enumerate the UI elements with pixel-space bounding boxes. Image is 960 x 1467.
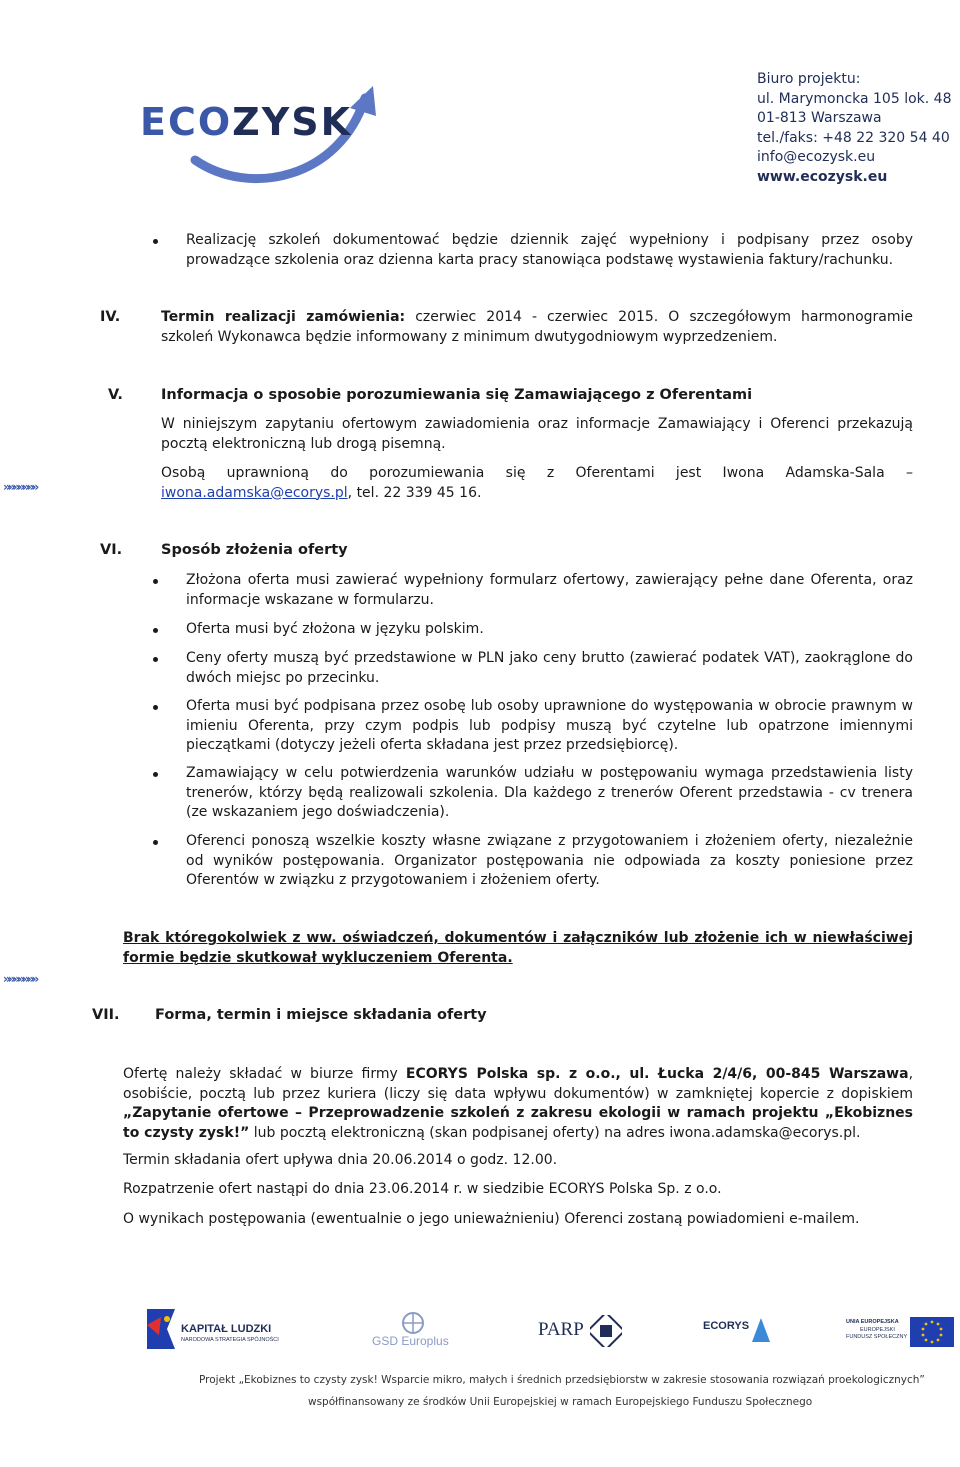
section-7-p1-e: lub pocztą elektroniczną (skan podpisanej oferty) na adres iwona.adamska@ecorys.pl. bbox=[249, 1124, 861, 1141]
section-5-p1: W niniejszym zapytaniu ofertowym zawiadomienia oraz informacje Zamawiający i Oferenci przekazują pocztą elektroniczną lub drogą pisemną. bbox=[161, 416, 913, 452]
bullet-icon bbox=[153, 657, 158, 662]
section-7-p1-a: Ofertę należy składać w biurze firmy bbox=[123, 1066, 406, 1082]
section-5-p2-start: Osobą uprawnioną do porozumiewania się z Oferentami jest Iwona Adamska-Sala – bbox=[161, 465, 913, 481]
bullet-icon bbox=[153, 628, 158, 633]
footer-funding-line: współfinansowany ze środków Unii Europejskiej w ramach Europejskiego Funduszu Społecznego bbox=[308, 1396, 813, 1408]
kapital-ludzki-logo bbox=[143, 1305, 293, 1355]
eu-line-3: FUNDUSZ SPOŁECZNY bbox=[846, 1334, 908, 1340]
kapital-ludzki-sub: NARODOWA STRATEGIA SPÓJNOŚCI bbox=[181, 1337, 279, 1343]
bullet-icon bbox=[153, 772, 158, 777]
contact-email-link[interactable]: iwona.adamska@ecorys.pl bbox=[161, 484, 348, 501]
arrows-marker-2: »»»»»»» bbox=[3, 972, 37, 986]
bullet-icon bbox=[153, 579, 158, 584]
footer-project-line: Projekt „Ekobiznes to czysty zysk! Wsparcie mikro, małych i średnich przedsiębiorstw w zakresie stosowania rozwiązań proekologicznych” bbox=[199, 1374, 925, 1386]
arrows-marker-1: »»»»»»» bbox=[3, 480, 37, 494]
envelope-annotation: „Zapytanie ofertowe – Przeprowadzenie szkoleń z zakresu ekologii w ramach projektu „Ekobiznes to czysty zysk!” bbox=[123, 1105, 913, 1141]
section-5-p2 bbox=[161, 464, 913, 503]
section-4-text bbox=[161, 308, 913, 347]
logo-text-eco: ECO bbox=[140, 100, 233, 144]
section-7-title: Forma, termin i miejsce składania oferty bbox=[155, 1007, 487, 1023]
section-7-p4: O wynikach postępowania (ewentualnie o jego unieważnieniu) Oferenci zostaną powiadomieni e-mailem. bbox=[123, 1211, 860, 1227]
section-6-title: Sposób złożenia oferty bbox=[161, 542, 348, 558]
parp-logo bbox=[538, 1315, 628, 1349]
eu-line-2: EUROPEJSKI bbox=[860, 1327, 895, 1333]
office-title: Biuro projektu: bbox=[757, 71, 861, 87]
section-6-bullet-6: Oferenci ponoszą wszelkie koszty własne związane z przygotowaniem i złożeniem oferty, niezależnie od wyników postępowania. Organizator postępowania nie odpowiada za koszty poniesione przez Oferentów w związku z przygotowaniem i złożeniem oferty. bbox=[186, 833, 913, 888]
section-7-number: VII. bbox=[92, 1007, 120, 1023]
section-4-number: IV. bbox=[100, 309, 121, 325]
ecorys-address: ECORYS Polska sp. z o.o., ul. Łucka 2/4/6, 00-845 Warszawa bbox=[405, 1066, 909, 1082]
eu-flag-icon bbox=[910, 1317, 954, 1347]
bullet-icon bbox=[153, 705, 158, 710]
section-4-body: czerwiec 2014 - czerwiec 2015. O szczegółowym harmonogramie szkoleń Wykonawca będzie informowany z minimum dwutygodniowym wyprzedzeniem. bbox=[161, 309, 914, 345]
section-7-p1 bbox=[123, 1065, 913, 1143]
ecorys-text: ECORYS bbox=[703, 1320, 750, 1332]
section-6-bullet-3: Ceny oferty muszą być przedstawione w PLN jako ceny brutto (zawierać podatek VAT), zaokrąglone do dwóch miejsc po przecinku. bbox=[186, 650, 913, 686]
kapital-ludzki-title: KAPITAŁ LUDZKI bbox=[181, 1323, 272, 1335]
section-7-p2: Termin składania ofert upływa dnia 20.06.2014 o godz. 12.00. bbox=[123, 1152, 558, 1168]
ecorys-logo bbox=[703, 1316, 773, 1350]
section-6-number: VI. bbox=[100, 542, 123, 558]
section-6-bullet-5: Zamawiający w celu potwierdzenia warunków udziału w postępowaniu wymaga przedstawienia listy trenerów, którzy będą realizowali szkolenia. Dla każdego z trenerów Oferent przedstawia - cv trenera (ze wskazaniem jego doświadczenia). bbox=[186, 765, 913, 820]
ecorys-triangle-icon bbox=[751, 1316, 771, 1344]
gsd-globe-icon bbox=[400, 1312, 426, 1334]
section-5-p2-end: , tel. 22 339 45 16. bbox=[347, 484, 482, 501]
section-7-p3: Rozpatrzenie ofert nastąpi do dnia 23.06.2014 r. w siedzibie ECORYS Polska Sp. z o.o. bbox=[123, 1181, 722, 1197]
bullet-icon bbox=[153, 840, 158, 845]
intro-bullet-text: Realizację szkoleń dokumentować będzie dziennik zajęć wypełniony i podpisany przez osoby prowadzące szkolenia oraz dzienna karta pracy stanowiąca podstawę wystawienia faktury/rachunku. bbox=[186, 232, 913, 268]
section-5-title: Informacja o sposobie porozumiewania się Zamawiającego z Oferentami bbox=[161, 387, 753, 403]
parp-emblem-icon bbox=[590, 1315, 622, 1347]
office-phone: tel./faks: +48 22 320 54 40 bbox=[757, 129, 950, 146]
section-4-label: Termin realizacji zamówienia: bbox=[161, 309, 406, 325]
gsd-europlus-text: GSD Europlus bbox=[372, 1334, 449, 1348]
eu-line-1: UNIA EUROPEJSKA bbox=[846, 1319, 899, 1325]
office-city: 01-813 Warszawa bbox=[757, 110, 882, 126]
logo-text-zysk: ZYSK bbox=[232, 100, 353, 144]
section-7-p1-c: , osobiście, pocztą lub przez kuriera (liczy się data wpływu dokumentów) w zamkniętej kopercie z dopiskiem bbox=[123, 1066, 914, 1102]
office-street: ul. Marymoncka 105 lok. 48 bbox=[757, 90, 952, 107]
section-6-bullet-4: Oferta musi być podpisana przez osobę lub osoby uprawnione do występowania w obrocie prawnym w imieniu Oferenta, przy czym podpis lub podpisy muszą być czytelne lub opatrzone imiennymi pieczątkami (dotyczy jeżeli oferta składana jest przez przedsiębiorcę). bbox=[186, 698, 913, 753]
bullet-icon bbox=[153, 239, 158, 244]
parp-text: PARP bbox=[538, 1319, 584, 1340]
eu-logo bbox=[846, 1315, 956, 1349]
kapital-ludzki-flag-icon bbox=[143, 1305, 179, 1351]
gsd-europlus-logo bbox=[372, 1312, 462, 1352]
section-6-bullet-1: Złożona oferta musi zawierać wypełniony formularz ofertowy, zawierający pełne dane Oferenta, oraz informacje wskazane w formularzu. bbox=[186, 572, 913, 608]
section-6-bullet-2: Oferta musi być złożona w języku polskim. bbox=[186, 621, 484, 637]
section-5-number: V. bbox=[108, 387, 123, 403]
exclusion-warning: Brak któregokolwiek z ww. oświadczeń, dokumentów i załączników lub złożenie ich w niewłaściwej formie będzie skutkował wykluczeniem Oferenta. bbox=[123, 930, 913, 966]
office-web[interactable]: www.ecozysk.eu bbox=[757, 168, 888, 185]
ecozysk-logo bbox=[140, 78, 380, 188]
office-address bbox=[757, 70, 951, 187]
office-email[interactable]: info@ecozysk.eu bbox=[757, 149, 876, 165]
